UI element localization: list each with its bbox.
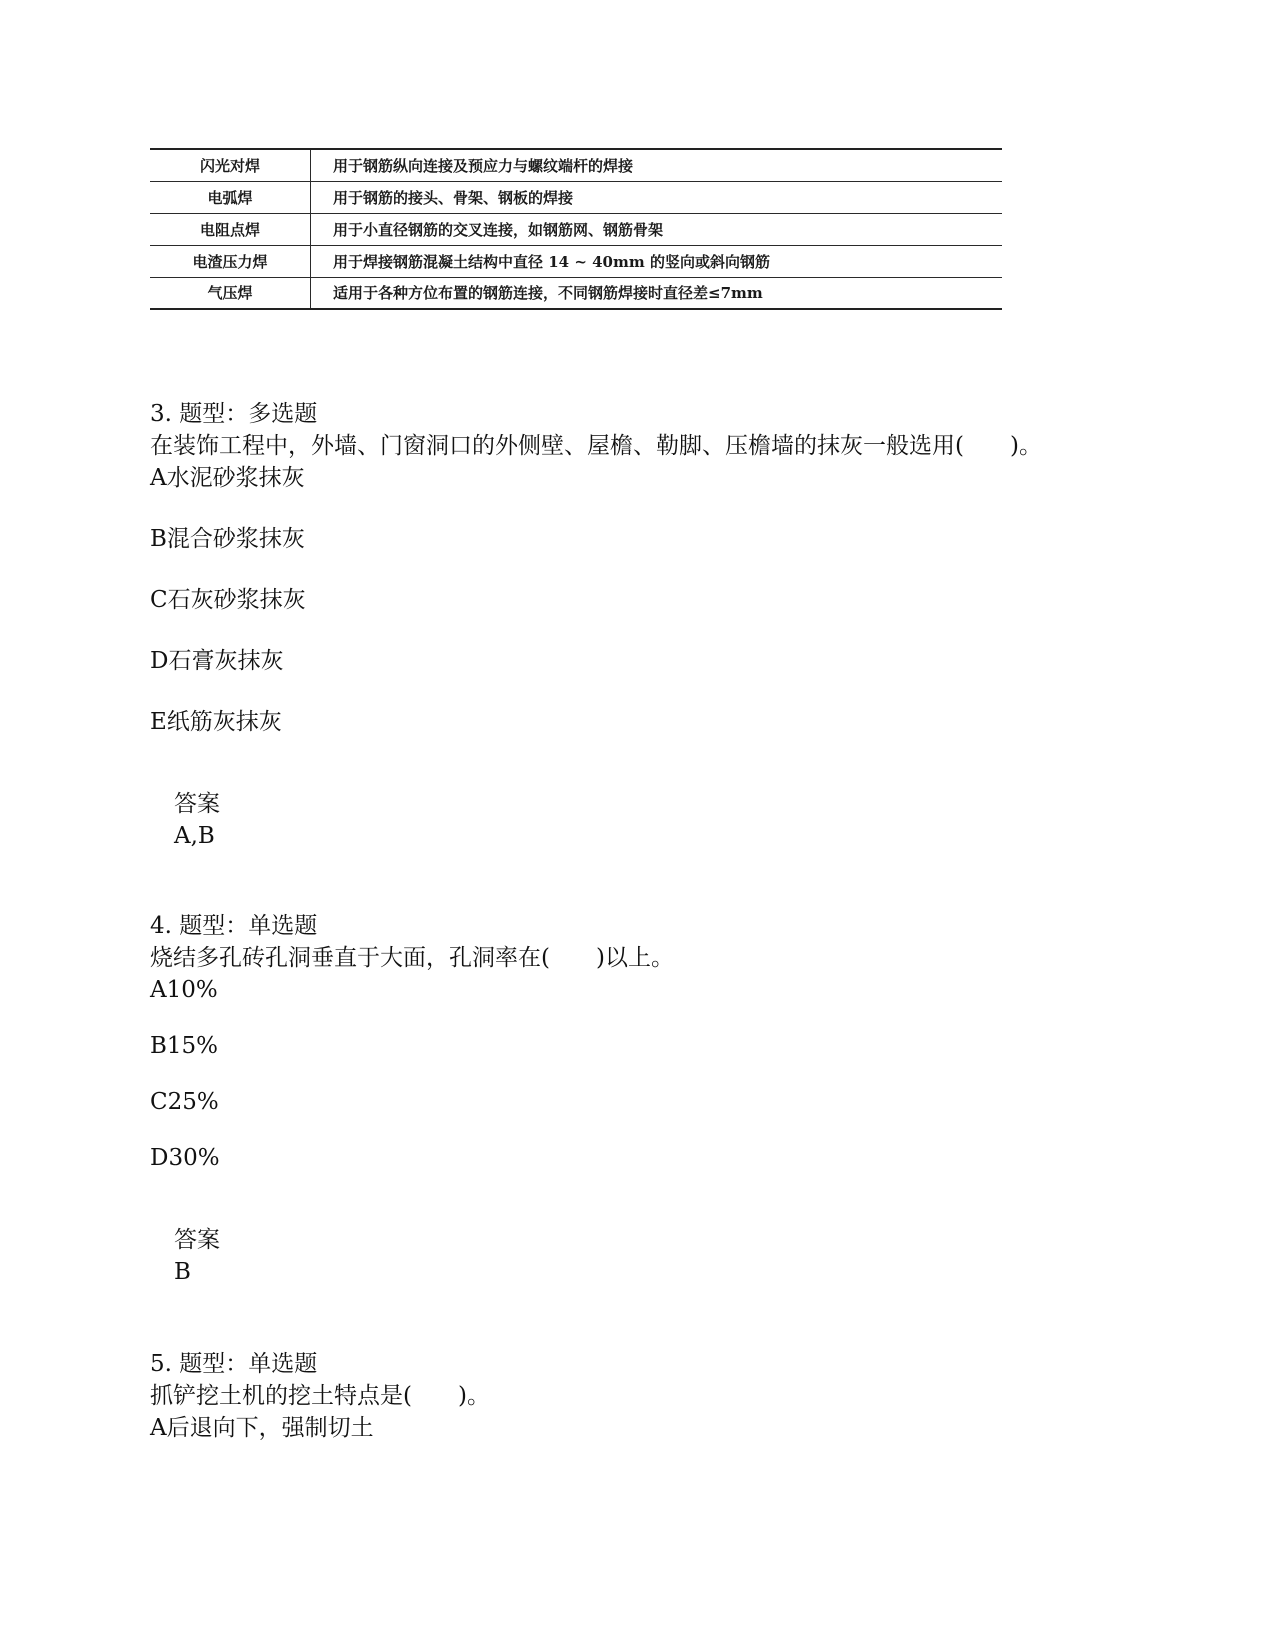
question-header: 3. 题型：多选题 bbox=[150, 401, 318, 427]
option-b: B15% bbox=[150, 1033, 219, 1059]
weld-usage-cell: 用于钢筋的接头、骨架、钢板的焊接 bbox=[311, 181, 1003, 213]
table-row bbox=[150, 277, 1002, 309]
answer-block bbox=[150, 1224, 674, 1288]
weld-method-cell: 电阻点焊 bbox=[150, 213, 311, 245]
option-c: C石灰砂浆抹灰 bbox=[150, 587, 306, 613]
question-5 bbox=[150, 1348, 490, 1444]
answer-value: A,B bbox=[174, 823, 215, 849]
table-row bbox=[150, 245, 1002, 277]
weld-usage-cell: 用于小直径钢筋的交叉连接，如钢筋网、钢筋骨架 bbox=[311, 213, 1003, 245]
table-row bbox=[150, 181, 1002, 213]
weld-usage-cell: 适用于各种方位布置的钢筋连接，不同钢筋焊接时直径差≤7mm bbox=[311, 277, 1003, 309]
question-header: 5. 题型：单选题 bbox=[150, 1351, 318, 1377]
answer-value: B bbox=[174, 1259, 191, 1285]
option-a: A后退向下，强制切土 bbox=[150, 1415, 374, 1441]
question-header: 4. 题型：单选题 bbox=[150, 913, 318, 939]
welding-methods-table bbox=[150, 148, 1002, 310]
option-d: D石膏灰抹灰 bbox=[150, 648, 284, 674]
question-4 bbox=[150, 910, 674, 1288]
weld-method-cell: 气压焊 bbox=[150, 277, 311, 309]
question-3 bbox=[150, 398, 1042, 852]
answer-label: 答案 bbox=[174, 791, 220, 817]
weld-method-cell: 电渣压力焊 bbox=[150, 245, 311, 277]
option-a: A水泥砂浆抹灰 bbox=[150, 465, 305, 491]
answer-block bbox=[150, 788, 1042, 852]
option-a: A10% bbox=[150, 977, 218, 1003]
weld-usage-cell: 用于钢筋纵向连接及预应力与螺纹端杆的焊接 bbox=[311, 149, 1003, 181]
answer-label: 答案 bbox=[174, 1227, 220, 1253]
option-b: B混合砂浆抹灰 bbox=[150, 526, 305, 552]
question-stem: 在装饰工程中，外墙、门窗洞口的外侧壁、屋檐、勒脚、压檐墙的抹灰一般选用( )。 bbox=[150, 433, 1042, 459]
option-c: C25% bbox=[150, 1089, 219, 1115]
question-stem: 抓铲挖土机的挖土特点是( )。 bbox=[150, 1383, 490, 1409]
weld-method-cell: 电弧焊 bbox=[150, 181, 311, 213]
table-row bbox=[150, 213, 1002, 245]
option-e: E纸筋灰抹灰 bbox=[150, 709, 282, 735]
table-row bbox=[150, 149, 1002, 181]
weld-method-cell: 闪光对焊 bbox=[150, 149, 311, 181]
question-stem: 烧结多孔砖孔洞垂直于大面，孔洞率在( )以上。 bbox=[150, 945, 674, 971]
option-d: D30% bbox=[150, 1145, 220, 1171]
weld-usage-cell: 用于焊接钢筋混凝土结构中直径 14 ~ 40mm 的竖向或斜向钢筋 bbox=[311, 245, 1003, 277]
